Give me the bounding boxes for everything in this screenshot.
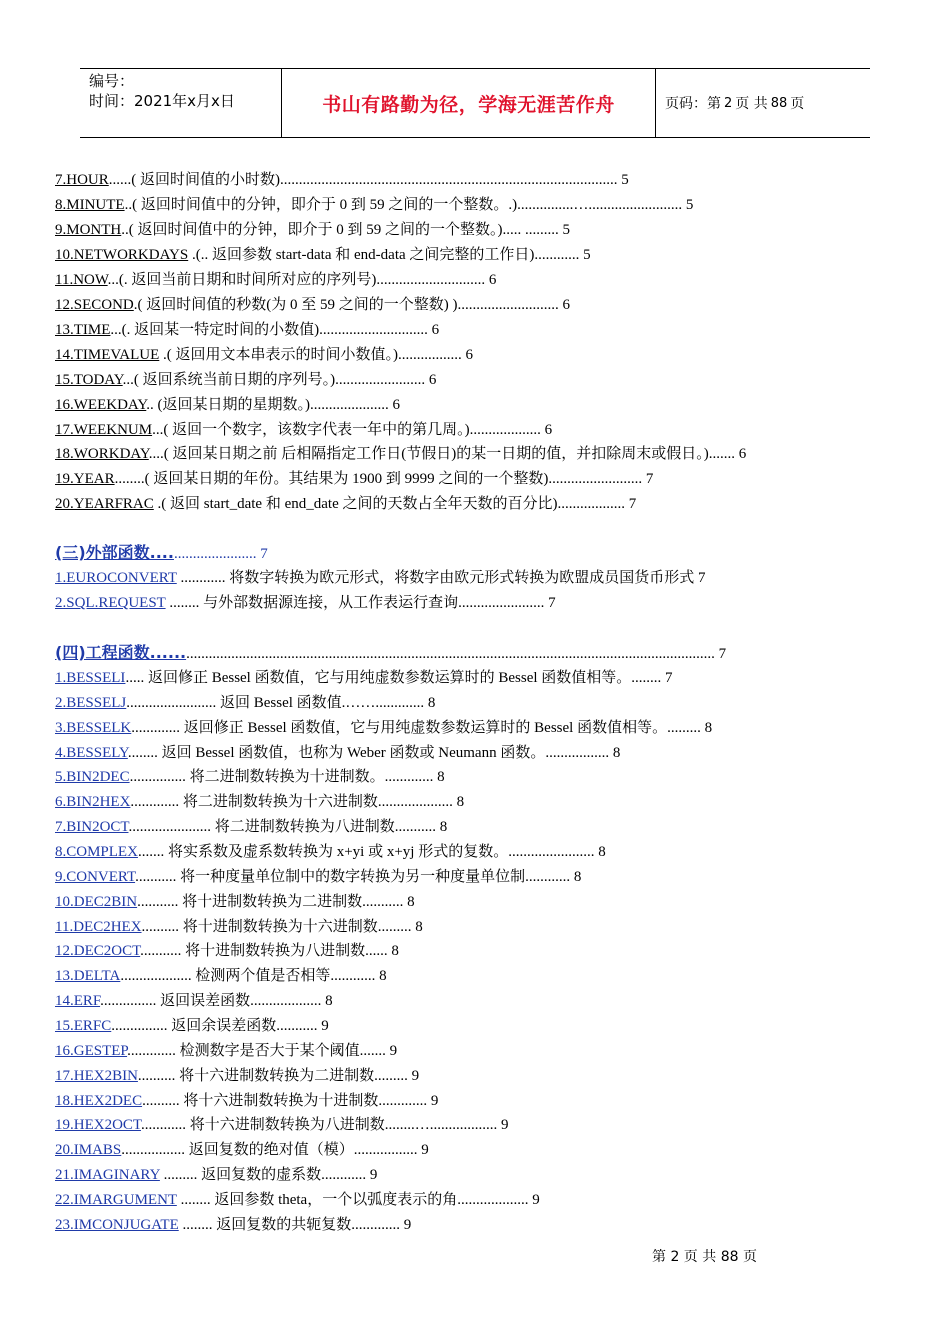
toc-entry-text: ........... 将一种度量单位制中的数字转换为另一种度量单位制............ 8 [135,869,582,885]
toc-entry-text: ......( 返回时间值的小时数).......................................................................................... 5 [108,172,629,188]
toc-entry-text: ............... 返回余误差函数........... 9 [111,1018,329,1034]
toc-entry-text: ............. 将二进制数转换为十六进制数.................... 8 [130,794,465,810]
toc-link[interactable]: 13.TIME [55,322,111,338]
toc-entry [55,1165,377,1185]
toc-link[interactable]: 11.DEC2HEX [55,919,142,935]
toc-entry [55,494,636,514]
toc-entry [55,1115,508,1135]
toc-link[interactable]: 7.HOUR [55,172,109,188]
toc-entry [55,1140,429,1160]
toc-entry [55,941,399,961]
toc-entry [55,345,473,365]
toc-link[interactable]: 17.HEX2BIN [55,1068,138,1084]
toc-entry [55,792,464,812]
toc-link[interactable]: 16.WEEKDAY [55,397,147,413]
toc-link[interactable]: 19.YEAR [55,471,115,487]
toc-link[interactable]: 8.COMPLEX [55,844,138,860]
page-total: 88 [770,95,788,111]
toc-entry-text: ........... 将十进制数转换为八进制数...... 8 [140,943,399,959]
toc-entry-text: ....( 返回某日期之前 后相隔指定工作日(节假日)的某一日期的值，并扣除周末或假日。)....... 6 [148,446,747,462]
toc-link[interactable]: 10.NETWORKDAYS [55,247,189,263]
toc-entry-text: .......... 将十进制数转换为十六进制数......... 8 [141,919,423,935]
toc-entry [55,295,570,315]
toc-entry-text: ...(. 返回当前日期和时间所对应的序列号)............................. 6 [107,272,497,288]
toc-link[interactable]: 13.DELTA [55,968,121,984]
toc-entry [55,170,629,190]
toc-entry-text: ............... 返回误差函数................... 8 [100,993,333,1009]
toc-link[interactable]: 22.IMARGUMENT [55,1192,177,1208]
toc-entry-text: .( 返回时间值的秒数(为 0 至 59 之间的一个整数) )........................... 6 [133,297,570,313]
toc-entry-text: ......... 返回复数的虚系数............ 9 [159,1167,378,1183]
toc-link[interactable]: 12.DEC2OCT [55,943,141,959]
toc-entry-text: ............ 将十六进制数转换为八进制数........….................. 9 [140,1117,509,1133]
toc-link[interactable]: 1.BESSELI [55,670,126,686]
toc-entry-text: .......... 将十六进制数转换为二进制数......... 9 [137,1068,420,1084]
toc-entry [55,693,435,713]
toc-entry-text: ............... 将二进制数转换为十进制数。............. 8 [129,769,445,785]
toc-link[interactable]: 10.DEC2BIN [55,894,138,910]
toc-link[interactable]: 7.BIN2OCT [55,819,129,835]
toc-entry-text: .. (返回某日期的星期数。)..................... 6 [146,397,401,413]
toc-link[interactable]: 9.CONVERT [55,869,136,885]
section-link[interactable]: (四)工程函数...... [55,643,187,662]
toc-link[interactable]: 14.TIMEVALUE [55,347,160,363]
toc-entry [55,668,673,688]
toc-entry [55,1041,397,1061]
page-number: 2 [724,95,733,111]
toc-entry [55,593,556,613]
section-heading-engineering [55,643,726,664]
toc-entry [55,370,436,390]
toc-entry-text: ...( 返回系统当前日期的序列号。)........................ 6 [122,372,437,388]
toc-link[interactable]: 18.WORKDAY [55,446,149,462]
toc-entry [55,245,591,265]
toc-entry-text: ........... 将十进制数转换为二进制数........... 8 [137,894,415,910]
toc-entry-text: ............. 检测数字是否大于某个阈值....... 9 [127,1043,398,1059]
toc-entry [55,867,581,887]
toc-entry [55,1190,540,1210]
time-label: 时间：2021年x月x日 [89,92,235,110]
toc-entry-text: .( 返回 start_date 和 end_date 之间的天数占全年天数的百分比).................. 7 [153,496,637,512]
toc-link[interactable]: 4.BESSELY [55,745,128,761]
toc-entry-text: ................... 检测两个值是否相等............ 8 [120,968,387,984]
toc-entry [55,718,712,738]
toc-link[interactable]: 20.IMABS [55,1142,122,1158]
toc-link[interactable]: 9.MONTH [55,222,122,238]
toc-entry-text: .( 返回用文本串表示的时间小数值。)................. 6 [159,347,474,363]
page-suffix: 页 [790,96,805,112]
toc-entry [55,991,333,1011]
toc-entry [55,917,423,937]
page-prefix: 页码：第 [665,96,721,112]
toc-entry-text: ...( 返回一个数字，该数字代表一年中的第几周。)................... 6 [152,422,553,438]
toc-entry-text: ................. 返回复数的绝对值（模）................. 9 [121,1142,429,1158]
toc-entry-text: .(.. 返回参数 start-data 和 end-data 之间完整的工作日)............ 5 [188,247,591,263]
toc-link[interactable]: 15.ERFC [55,1018,112,1034]
toc-link[interactable]: 16.GESTEP [55,1043,128,1059]
page-header [80,68,870,138]
toc-link[interactable]: 15.TODAY [55,372,123,388]
toc-entry [55,395,400,415]
toc-link[interactable]: 17.WEEKNUM [55,422,153,438]
toc-entry-text: ........ 返回复数的共轭复数............. 9 [178,1217,412,1233]
toc-link[interactable]: 14.ERF [55,993,101,1009]
toc-entry [55,568,706,588]
toc-entry [55,195,693,215]
toc-entry-text: .......... 将十六进制数转换为十进制数............. 9 [142,1093,439,1109]
toc-link[interactable]: 1.EUROCONVERT [55,570,177,586]
toc-entry [55,444,746,464]
toc-entry [55,1091,438,1111]
section-leader: ............................................................................................................................................. 7 [186,646,727,662]
section-heading-external [55,543,268,564]
toc-entry [55,1066,419,1086]
toc-entry [55,1215,411,1235]
toc-link[interactable]: 21.IMAGINARY [55,1167,160,1183]
toc-entry [55,469,653,489]
toc-link[interactable]: 19.HEX2OCT [55,1117,141,1133]
toc-entry-text: ........ 返回 Bessel 函数值，也称为 Weber 函数或 Neumann 函数。................. 8 [127,745,621,761]
toc-link[interactable]: 5.BIN2DEC [55,769,130,785]
toc-entry-text: ...................... 将二进制数转换为八进制数........... 8 [128,819,448,835]
toc-link[interactable]: 11.NOW [55,272,108,288]
toc-link[interactable]: 23.IMCONJUGATE [55,1217,179,1233]
toc-entry-text: ............ 将数字转换为欧元形式，将数字由欧元形式转换为欧盟成员国货币形式 7 [176,570,706,586]
toc-entry [55,842,606,862]
toc-link[interactable]: 18.HEX2DEC [55,1093,143,1109]
toc-entry-text: ........( 返回某日期的年份。其结果为 1900 到 9999 之间的一个整数)......................... 7 [114,471,654,487]
toc-entry [55,1016,329,1036]
toc-entry [55,220,570,240]
toc-link[interactable]: 12.SECOND [55,297,134,313]
section-leader: ...................... 7 [173,546,268,562]
header-motto: 书山有路勤为径，学海无涯苦作舟 [282,69,656,137]
toc-entry [55,892,415,912]
code-label: 编号： [89,72,135,90]
toc-entry-text: ...(. 返回某一特定时间的小数值)............................. 6 [110,322,440,338]
toc-entry-text: ........ 返回参数 theta，一个以弧度表示的角................... 9 [176,1192,540,1208]
toc-entry-text: ..( 返回时间值中的分钟，即介于 0 到 59 之间的一个整数。.)...............…......................... 5 [124,197,694,213]
toc-entry [55,817,447,837]
header-page-info [656,69,870,137]
page-mid: 页 共 [735,96,768,112]
page-footer: 第 2 页 共 88 页 [652,1249,757,1265]
toc-entry-text: ........ 与外部数据源连接，从工作表运行查询....................... 7 [165,595,556,611]
toc-link[interactable]: 3.BESSELK [55,720,132,736]
toc-link[interactable]: 6.BIN2HEX [55,794,131,810]
toc-entry-text: ........................ 返回 Bessel 函数值.……............. 8 [126,695,436,711]
toc-entry [55,420,552,440]
section-link[interactable]: (三)外部函数.... [55,543,174,562]
toc-entry [55,767,445,787]
toc-link[interactable]: 20.YEARFRAC [55,496,154,512]
toc-entry-text: ............. 返回修正 Bessel 函数值，它与用纯虚数参数运算时的 Bessel 函数值相等。......... 8 [131,720,713,736]
toc-link[interactable]: 2.SQL.REQUEST [55,595,166,611]
toc-entry-text: ....... 将实系数及虚系数转换为 x+yi 或 x+yj 形式的复数。....................... 8 [137,844,606,860]
toc-entry [55,270,496,290]
toc-entry-text: ..( 返回时间值中的分钟，即介于 0 到 59 之间的一个整数。)..... ......... 5 [121,222,570,238]
toc-link[interactable]: 8.MINUTE [55,197,125,213]
header-info-cell [80,69,282,137]
toc-entry [55,320,439,340]
toc-link[interactable]: 2.BESSELJ [55,695,127,711]
toc-entry-text: ..... 返回修正 Bessel 函数值，它与用纯虚数参数运算时的 Bessel 函数值相等。........ 7 [125,670,673,686]
toc-entry [55,966,387,986]
toc-entry [55,743,620,763]
